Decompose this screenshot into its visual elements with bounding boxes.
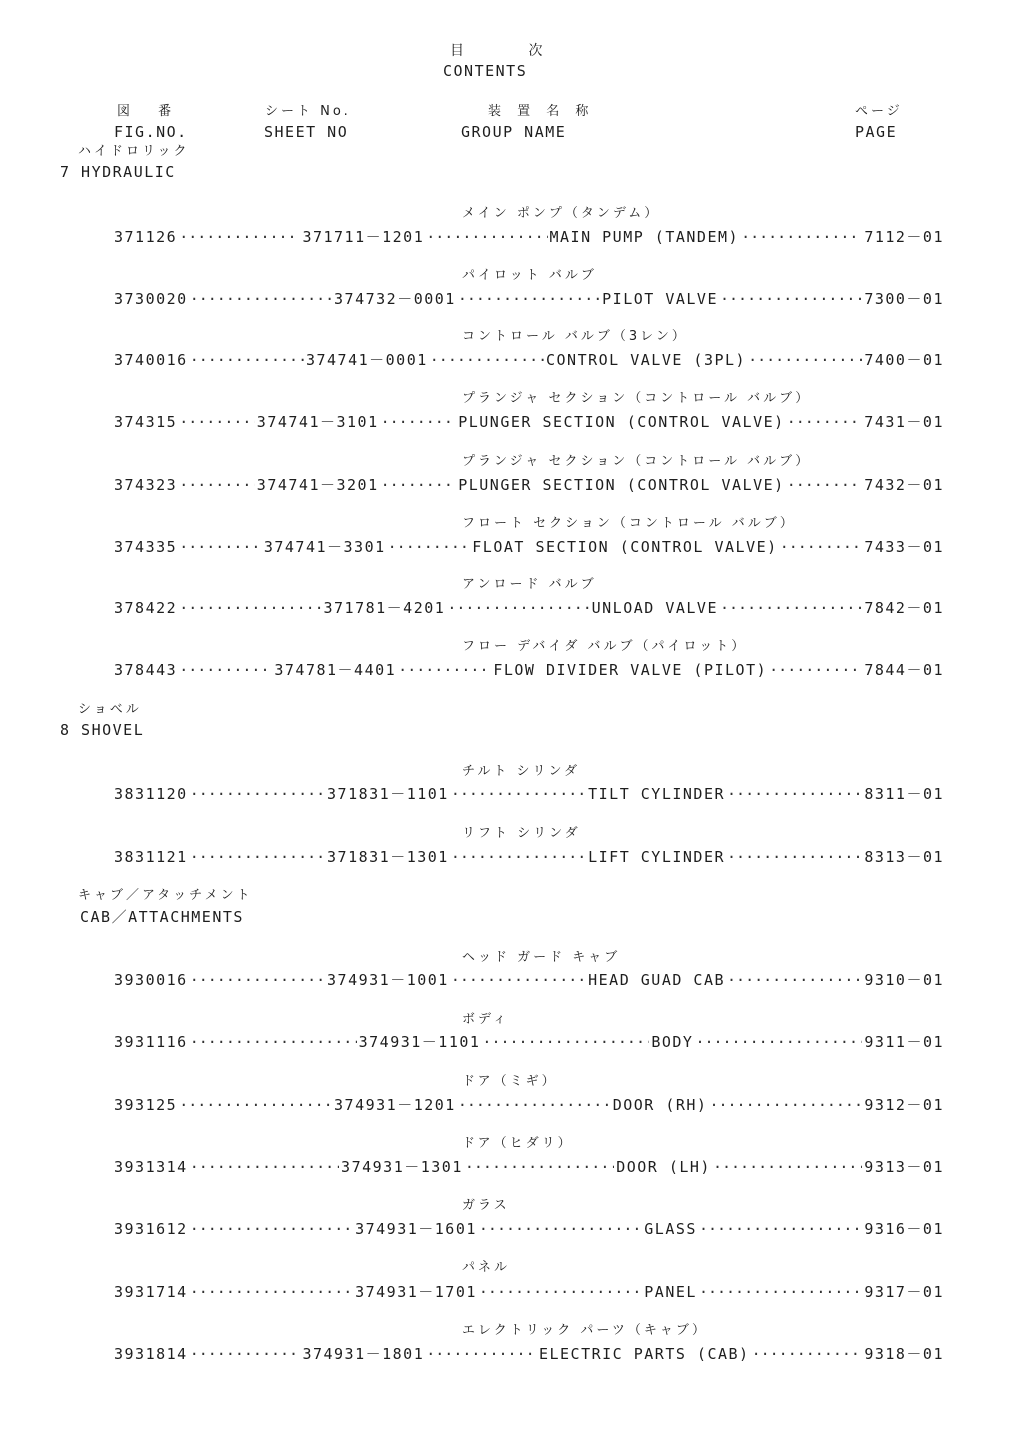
dot-leader — [720, 290, 862, 308]
group-name: DOOR (RH) — [612, 1096, 708, 1114]
group-name: HEAD GUAD CAB — [588, 971, 726, 989]
page-title-jp: 目 次 — [450, 43, 573, 59]
sheet-number: 374931－1801 — [302, 1345, 425, 1363]
dot-leader — [451, 971, 586, 989]
dot-leader — [458, 1096, 611, 1114]
dot-leader — [748, 351, 862, 369]
entry-name-jp: パネル — [462, 1260, 511, 1275]
column-header-page-jp: ページ — [855, 104, 903, 119]
fig-number: 3831121 — [114, 848, 188, 866]
entry-name-jp: エレクトリック パーツ（キャブ） — [462, 1323, 708, 1338]
contents-entry-row — [114, 1156, 944, 1176]
page-number: 9317－01 — [864, 1283, 944, 1301]
group-name: BODY — [651, 1033, 694, 1051]
entry-name-jp: プランジャ セクション（コントロール バルブ） — [462, 391, 812, 406]
dot-leader — [190, 1283, 353, 1301]
sheet-number: 374781－4401 — [274, 661, 397, 679]
dot-leader — [447, 599, 589, 617]
entry-name-jp: リフト シリンダ — [462, 826, 581, 841]
group-name: FLOAT SECTION (CONTROL VALVE) — [472, 538, 778, 556]
section-heading-en: 7 HYDRAULIC — [60, 163, 176, 181]
dot-leader — [430, 351, 544, 369]
group-name: CONTROL VALVE (3PL) — [546, 351, 747, 369]
contents-entry-row — [114, 597, 944, 617]
dot-leader — [190, 971, 325, 989]
dot-leader — [426, 1345, 537, 1363]
column-header-sheet-en: SHEET NO — [264, 123, 349, 141]
dot-leader — [388, 538, 471, 556]
group-name: PANEL — [644, 1283, 697, 1301]
fig-number: 371126 — [114, 228, 178, 246]
column-header-sheet-jp: シート No. — [265, 104, 351, 119]
page-number: 9312－01 — [864, 1096, 944, 1114]
dot-leader — [426, 228, 547, 246]
group-name: FLOW DIVIDER VALVE (PILOT) — [493, 661, 768, 679]
dot-leader — [179, 1096, 332, 1114]
sheet-number: 374931－1601 — [355, 1220, 477, 1238]
dot-leader — [727, 785, 862, 803]
sheet-number: 374931－1201 — [334, 1096, 456, 1114]
contents-entry-row — [114, 659, 944, 679]
fig-number: 3931116 — [114, 1033, 188, 1051]
fig-number: 393125 — [114, 1096, 178, 1114]
group-name: DOOR (LH) — [616, 1158, 711, 1176]
sheet-number: 374931－1301 — [341, 1158, 463, 1176]
entry-name-jp: コントロール バルブ（3レン） — [462, 329, 688, 344]
dot-leader — [190, 1220, 353, 1238]
page-number: 7844－01 — [864, 661, 945, 679]
dot-leader — [179, 413, 255, 431]
dot-leader — [190, 785, 325, 803]
dot-leader — [190, 1033, 357, 1051]
page-number: 7432－01 — [864, 476, 944, 494]
page-number: 9311－01 — [864, 1033, 945, 1051]
dot-leader — [179, 538, 262, 556]
entry-name-jp: ガラス — [462, 1198, 510, 1213]
section-heading-en: 8 SHOVEL — [60, 721, 145, 739]
dot-leader — [190, 290, 332, 308]
sheet-number: 374741－3201 — [256, 476, 379, 494]
fig-number: 3930016 — [114, 971, 188, 989]
page-number: 7433－01 — [864, 538, 945, 556]
fig-number: 3740016 — [114, 351, 188, 369]
fig-number: 3831120 — [114, 785, 188, 803]
page-number: 9313－01 — [864, 1158, 944, 1176]
contents-entry-row — [114, 349, 944, 369]
fig-number: 378443 — [114, 661, 178, 679]
page-number: 9310－01 — [864, 971, 945, 989]
dot-leader — [780, 538, 863, 556]
contents-entry-row — [114, 783, 944, 803]
column-header-page-en: PAGE — [855, 123, 898, 141]
contents-entry-row — [114, 536, 944, 556]
page-number: 8311－01 — [864, 785, 945, 803]
contents-entry-row — [114, 226, 944, 246]
dot-leader — [190, 1158, 339, 1176]
dot-leader — [451, 785, 586, 803]
dot-leader — [179, 599, 321, 617]
sheet-number: 371711－1201 — [302, 228, 425, 246]
dot-leader — [451, 848, 586, 866]
entry-name-jp: アンロード バルブ — [462, 577, 597, 592]
group-name: PILOT VALVE — [602, 290, 718, 308]
fig-number: 374323 — [114, 476, 178, 494]
fig-number: 378422 — [114, 599, 178, 617]
contents-entry-row — [114, 969, 944, 989]
page-number: 7842－01 — [864, 599, 944, 617]
dot-leader — [720, 599, 862, 617]
sheet-number: 374931－1001 — [327, 971, 449, 989]
page-number: 9318－01 — [864, 1345, 944, 1363]
dot-leader — [398, 661, 491, 679]
page-number: 7431－01 — [864, 413, 944, 431]
entry-name-jp: チルト シリンダ — [462, 764, 580, 779]
section-heading-en: CAB／ATTACHMENTS — [80, 908, 244, 926]
section-heading-jp: ショベル — [78, 702, 142, 717]
fig-number: 3931612 — [114, 1220, 188, 1238]
group-name: LIFT CYLINDER — [588, 848, 726, 866]
sheet-number: 374741－0001 — [305, 351, 428, 369]
dot-leader — [727, 848, 862, 866]
column-header-fig-jp: 図 番 — [117, 104, 184, 119]
column-header-group-jp: 装 置 名 称 — [488, 104, 595, 119]
group-name: PLUNGER SECTION (CONTROL VALVE) — [458, 476, 785, 494]
contents-entry-row — [114, 1343, 944, 1363]
entry-name-jp: フロート セクション（コントロール バルブ） — [462, 516, 796, 531]
dot-leader — [709, 1096, 862, 1114]
dot-leader — [479, 1283, 642, 1301]
dot-leader — [695, 1033, 862, 1051]
entry-name-jp: ドア（ヒダリ） — [462, 1136, 574, 1151]
contents-entry-row — [114, 474, 944, 494]
group-name: GLASS — [644, 1220, 697, 1238]
group-name: UNLOAD VALVE — [591, 599, 718, 617]
column-header-group-en: GROUP NAME — [461, 123, 567, 141]
dot-leader — [482, 1033, 649, 1051]
entry-name-jp: パイロット バルブ — [462, 268, 597, 283]
page-number: 9316－01 — [864, 1220, 944, 1238]
sheet-number: 371831－1301 — [327, 848, 449, 866]
contents-entry-row — [114, 1094, 944, 1114]
dot-leader — [769, 661, 862, 679]
group-name: ELECTRIC PARTS (CAB) — [538, 1345, 750, 1363]
dot-leader — [741, 228, 862, 246]
page-number: 7300－01 — [864, 290, 944, 308]
fig-number: 3730020 — [114, 290, 188, 308]
fig-number: 3931814 — [114, 1345, 188, 1363]
page-title-en: CONTENTS — [443, 62, 528, 80]
sheet-number: 371781－4201 — [323, 599, 446, 617]
section-heading-jp: ハイドロリック — [78, 144, 190, 159]
dot-leader — [381, 476, 457, 494]
contents-entry-row — [114, 411, 944, 431]
dot-leader — [465, 1158, 614, 1176]
sheet-number: 374931－1701 — [355, 1283, 477, 1301]
sheet-number: 374741－3301 — [263, 538, 386, 556]
group-name: TILT CYLINDER — [588, 785, 726, 803]
dot-leader — [458, 290, 600, 308]
sheet-number: 374732－0001 — [334, 290, 456, 308]
sheet-number: 374741－3101 — [256, 413, 379, 431]
dot-leader — [787, 413, 863, 431]
entry-name-jp: メイン ポンプ（タンデム） — [462, 206, 661, 221]
dot-leader — [190, 848, 325, 866]
entry-name-jp: フロー デバイダ バルブ（パイロット） — [462, 639, 748, 654]
section-heading-jp: キャブ／アタッチメント — [78, 888, 253, 903]
sheet-number: 374931－1101 — [358, 1033, 481, 1051]
sheet-number: 371831－1101 — [327, 785, 449, 803]
dot-leader — [713, 1158, 862, 1176]
contents-entry-row — [114, 1218, 944, 1238]
dot-leader — [787, 476, 863, 494]
entry-name-jp: ヘッド ガード キャブ — [462, 950, 621, 965]
dot-leader — [699, 1283, 862, 1301]
contents-entry-row — [114, 846, 944, 866]
dot-leader — [699, 1220, 862, 1238]
column-header-fig-en: FIG.NO. — [114, 123, 188, 141]
entry-name-jp: ボディ — [462, 1012, 509, 1027]
page-number: 8313－01 — [864, 848, 945, 866]
page-number: 7112－01 — [864, 228, 944, 246]
fig-number: 374315 — [114, 413, 178, 431]
fig-number: 3931314 — [114, 1158, 188, 1176]
dot-leader — [190, 1345, 301, 1363]
contents-entry-row — [114, 1281, 944, 1301]
dot-leader — [190, 351, 304, 369]
dot-leader — [179, 228, 300, 246]
dot-leader — [752, 1345, 863, 1363]
dot-leader — [179, 476, 255, 494]
contents-entry-row — [114, 288, 944, 308]
dot-leader — [727, 971, 862, 989]
fig-number: 374335 — [114, 538, 178, 556]
page-number: 7400－01 — [864, 351, 945, 369]
dot-leader — [381, 413, 457, 431]
fig-number: 3931714 — [114, 1283, 188, 1301]
contents-entry-row — [114, 1031, 944, 1051]
entry-name-jp: ドア（ミギ） — [462, 1074, 558, 1089]
group-name: PLUNGER SECTION (CONTROL VALVE) — [458, 413, 785, 431]
group-name: MAIN PUMP (TANDEM) — [549, 228, 740, 246]
dot-leader — [479, 1220, 642, 1238]
dot-leader — [179, 661, 272, 679]
entry-name-jp: プランジャ セクション（コントロール バルブ） — [462, 454, 812, 469]
